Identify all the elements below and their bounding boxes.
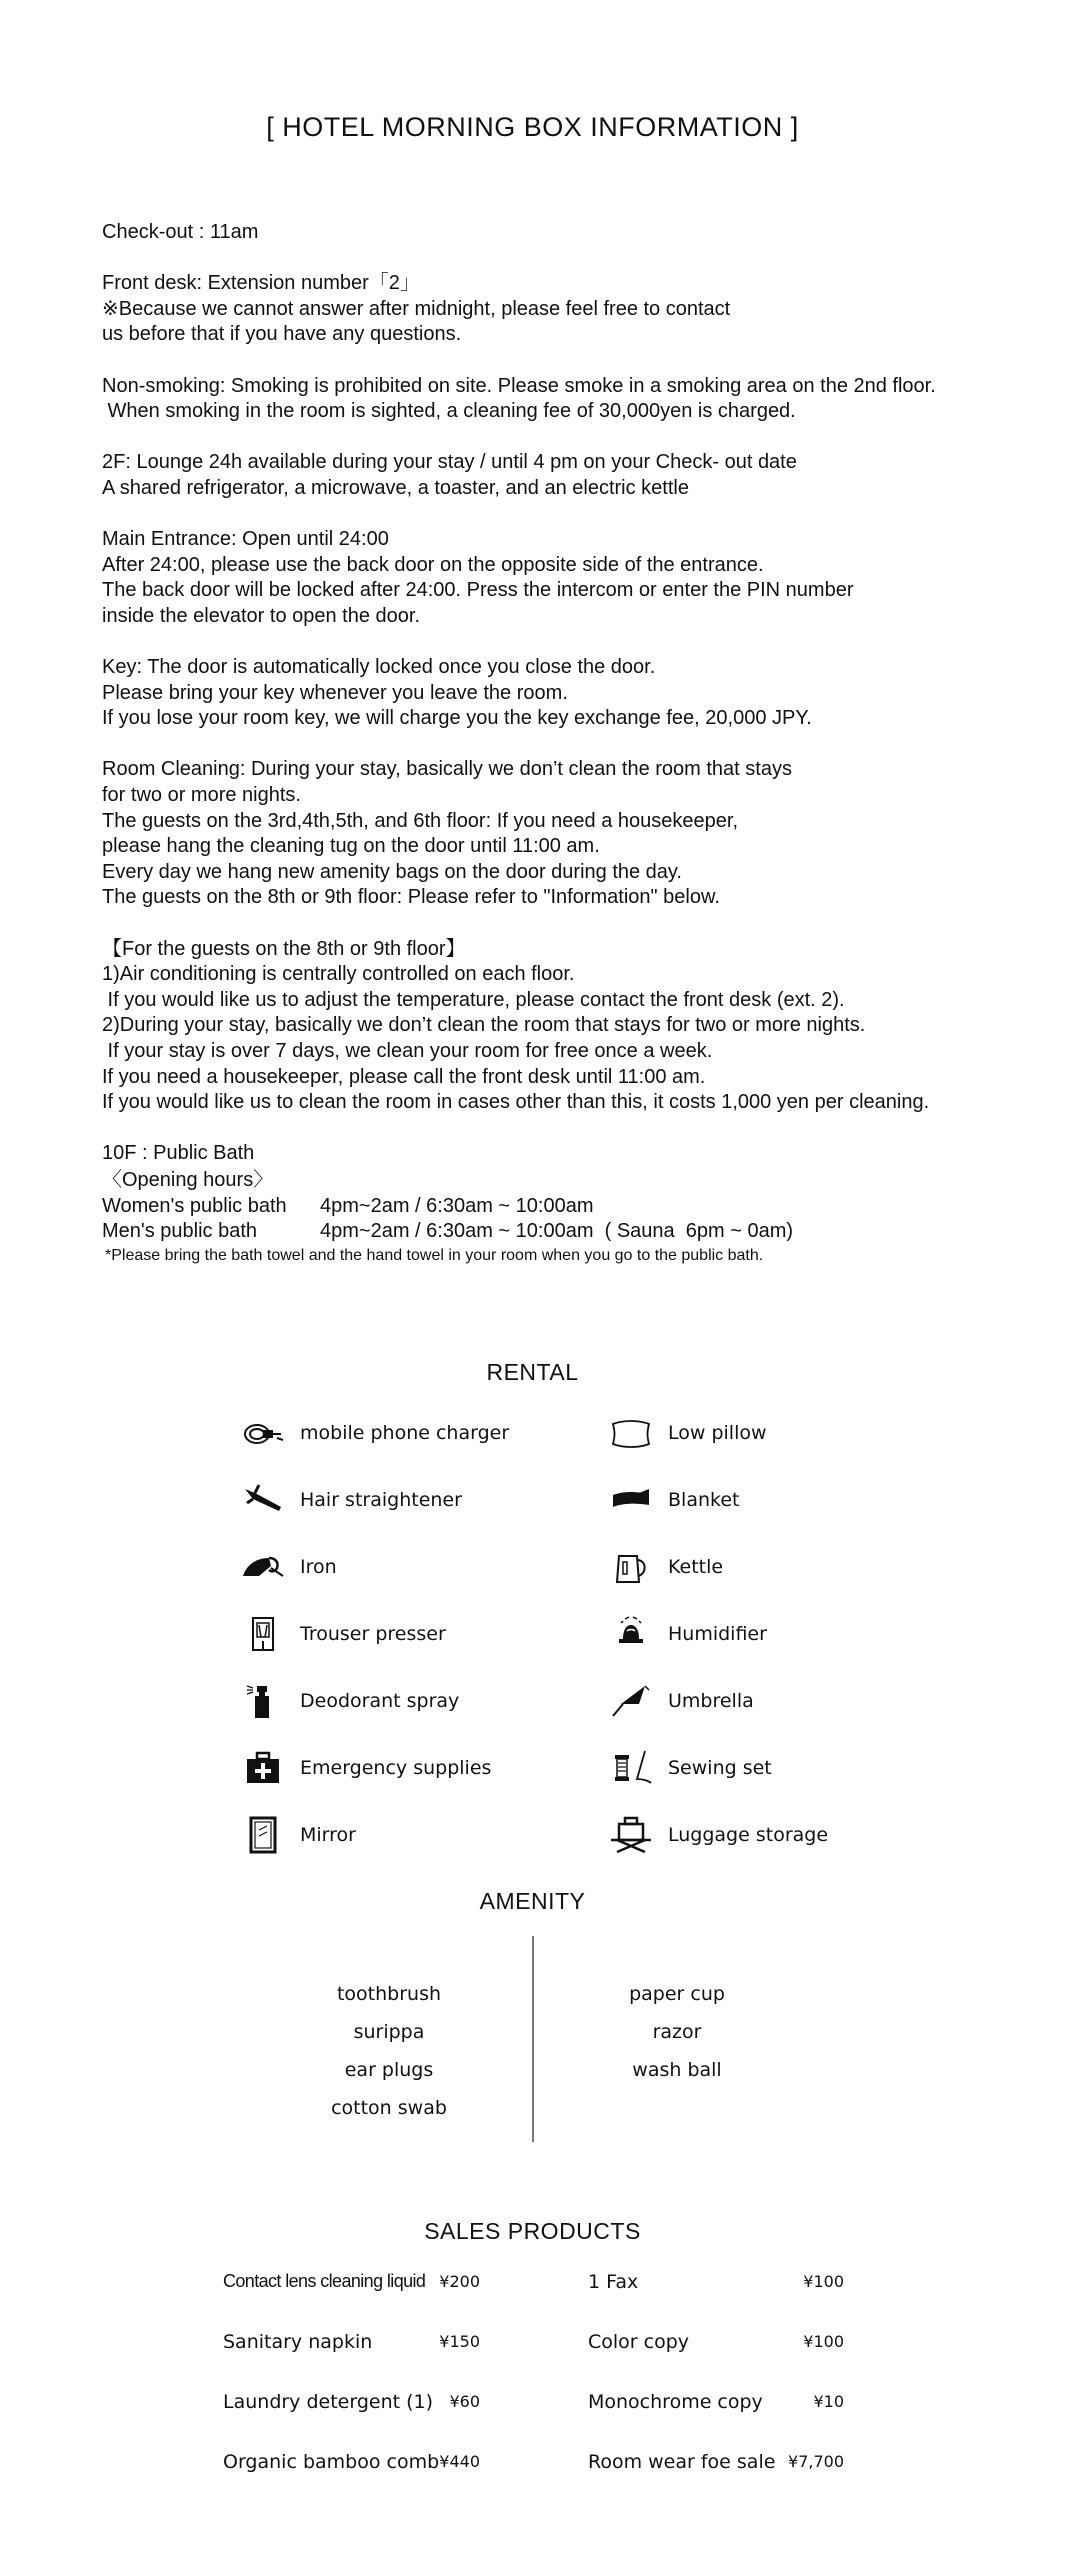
sale-item-price: ¥440 bbox=[439, 2452, 480, 2471]
rental-item bbox=[240, 1748, 491, 1788]
humidifier-icon bbox=[608, 1614, 654, 1654]
rental-label: Sewing set bbox=[668, 1757, 772, 1779]
upper-floors-block bbox=[102, 937, 1002, 1116]
sale-item-name: Contact lens cleaning liquid bbox=[223, 2271, 426, 2291]
hair-straightener-icon bbox=[240, 1480, 286, 1520]
sale-item-name: Monochrome copy bbox=[588, 2391, 763, 2413]
rental-label: Umbrella bbox=[668, 1690, 754, 1712]
sale-item-name: Laundry detergent (1) bbox=[223, 2391, 434, 2413]
umbrella-icon bbox=[608, 1681, 654, 1721]
front-desk-block bbox=[102, 271, 1002, 348]
rental-label: Kettle bbox=[668, 1556, 724, 1578]
rental-label: Iron bbox=[300, 1556, 337, 1578]
info-line: Front desk: Extension number「2」 bbox=[102, 272, 420, 295]
info-line: us before that if you have any questions. bbox=[102, 323, 462, 346]
rental-item bbox=[608, 1681, 754, 1721]
rental-item bbox=[240, 1547, 337, 1587]
rental-label: mobile phone charger bbox=[300, 1422, 510, 1444]
rental-item bbox=[240, 1480, 462, 1520]
rental-item bbox=[608, 1413, 767, 1453]
luggage-icon bbox=[608, 1815, 654, 1855]
info-line: If you need a housekeeper, please call the front desk until 11:00 am. bbox=[102, 1065, 706, 1088]
sale-item-price: ¥150 bbox=[439, 2332, 480, 2351]
amenity-left-list bbox=[259, 1975, 519, 2127]
sale-item-price: ¥7,700 bbox=[788, 2452, 844, 2471]
amenity-item: wash ball bbox=[632, 2059, 722, 2081]
info-line: Every day we hang new amenity bags on the door during the day. bbox=[102, 860, 682, 883]
checkout-block bbox=[102, 220, 1002, 246]
rental-label: Hair straightener bbox=[300, 1489, 462, 1511]
info-line: inside the elevator to open the door. bbox=[102, 604, 421, 627]
info-line: 2F: Lounge 24h available during your stay / until 4 pm on your Check- out date bbox=[102, 451, 797, 474]
rental-item bbox=[608, 1748, 772, 1788]
sale-item-price: ¥10 bbox=[813, 2392, 844, 2411]
amenity-item: ear plugs bbox=[344, 2059, 434, 2081]
womens-bath-hours: 4pm~2am / 6:30am ~ 10:00am bbox=[320, 1194, 594, 1217]
info-line: ※Because we cannot answer after midnight, please feel free to contact bbox=[102, 297, 731, 320]
amenity-item: paper cup bbox=[629, 1983, 725, 2005]
sale-item-name: Sanitary napkin bbox=[223, 2331, 373, 2353]
non-smoking-block bbox=[102, 374, 1002, 425]
sale-item-name: Room wear foe sale bbox=[588, 2451, 776, 2473]
amenity-item: cotton swab bbox=[331, 2097, 447, 2119]
rental-heading: RENTAL bbox=[486, 1359, 579, 1385]
info-section bbox=[102, 220, 1002, 1267]
first-aid-kit-icon bbox=[240, 1748, 286, 1788]
amenity-right-list bbox=[547, 1975, 807, 2089]
mens-bath-row bbox=[102, 1219, 1002, 1245]
kettle-icon bbox=[608, 1547, 654, 1587]
info-line: The back door will be locked after 24:00. Press the intercom or enter the PIN number bbox=[102, 579, 854, 602]
info-line: A shared refrigerator, a microwave, a toaster, and an electric kettle bbox=[102, 476, 689, 499]
sale-item-name: Color copy bbox=[588, 2331, 690, 2353]
rental-item bbox=[240, 1413, 509, 1453]
womens-bath-label: Women's public bath bbox=[102, 1194, 287, 1217]
sale-item-price: ¥100 bbox=[803, 2332, 844, 2351]
info-line: for two or more nights. bbox=[102, 784, 301, 807]
cleaning-block bbox=[102, 757, 1002, 911]
rental-item bbox=[608, 1547, 723, 1587]
blanket-icon bbox=[608, 1480, 654, 1520]
rental-item bbox=[240, 1681, 459, 1721]
info-line: 2)During your stay, basically we don’t clean the room that stays for two or more nights. bbox=[102, 1014, 866, 1037]
page-title: [ HOTEL MORNING BOX INFORMATION ] bbox=[266, 112, 799, 142]
sewing-set-icon bbox=[608, 1748, 654, 1788]
rental-item bbox=[608, 1815, 828, 1855]
amenity-item: toothbrush bbox=[336, 1983, 442, 2005]
sale-item-price: ¥60 bbox=[449, 2392, 480, 2411]
trouser-presser-icon bbox=[240, 1614, 286, 1654]
info-line: If you would like us to adjust the temperature, please contact the front desk (ext. 2). bbox=[102, 988, 845, 1011]
opening-hours-label: 〈Opening hours〉 bbox=[102, 1168, 274, 1191]
rental-label: Mirror bbox=[300, 1824, 356, 1846]
info-line: If your stay is over 7 days, we clean your room for free once a week. bbox=[102, 1040, 713, 1062]
rental-label: Blanket bbox=[668, 1489, 740, 1511]
info-line: If you lose your room key, we will charge you the key exchange fee, 20,000 JPY. bbox=[102, 707, 812, 730]
sale-item-name: 1 Fax bbox=[588, 2271, 639, 2293]
pillow-icon bbox=[608, 1413, 654, 1453]
info-line: The guests on the 3rd,4th,5th, and 6th floor: If you need a housekeeper, bbox=[102, 809, 739, 832]
phone-charger-icon bbox=[240, 1413, 286, 1453]
public-bath-block bbox=[102, 1141, 1002, 1266]
info-line: When smoking in the room is sighted, a cleaning fee of 30,000yen is charged. bbox=[102, 400, 796, 423]
sale-item-price: ¥200 bbox=[439, 2272, 480, 2291]
info-line: Room Cleaning: During your stay, basically we don’t clean the room that stays bbox=[102, 758, 792, 781]
info-line: Non-smoking: Smoking is prohibited on site. Please smoke in a smoking area on the 2nd floor. bbox=[102, 374, 936, 397]
sale-item-price: ¥100 bbox=[803, 2272, 844, 2291]
rental-label: Humidifier bbox=[668, 1623, 767, 1645]
lounge-block bbox=[102, 450, 1002, 501]
rental-label: Luggage storage bbox=[668, 1824, 829, 1846]
sales-heading: SALES PRODUCTS bbox=[424, 2218, 641, 2244]
rental-item bbox=[608, 1480, 739, 1520]
info-line: 1)Air conditioning is centrally controlled on each floor. bbox=[102, 963, 575, 986]
amenity-divider bbox=[532, 1936, 534, 2142]
info-line: Main Entrance: Open until 24:00 bbox=[102, 528, 389, 551]
spray-bottle-icon bbox=[240, 1681, 286, 1721]
rental-label: Deodorant spray bbox=[300, 1690, 460, 1712]
entrance-block bbox=[102, 527, 1002, 629]
womens-bath-row bbox=[102, 1194, 1002, 1220]
info-line: If you would like us to clean the room in cases other than this, it costs 1,000 yen per cleaning. bbox=[102, 1091, 930, 1114]
rental-item bbox=[240, 1614, 446, 1654]
checkout-line: Check-out : 11am bbox=[102, 221, 259, 243]
info-line: Please bring your key whenever you leave the room. bbox=[102, 681, 568, 704]
info-line: please hang the cleaning tug on the door until 11:00 am. bbox=[102, 835, 600, 858]
rental-label: Trouser presser bbox=[300, 1623, 446, 1645]
rental-item bbox=[240, 1815, 356, 1855]
amenity-item: surippa bbox=[353, 2021, 425, 2043]
rental-label: Low pillow bbox=[668, 1422, 767, 1444]
mens-bath-label: Men's public bath bbox=[102, 1220, 258, 1243]
info-line: After 24:00, please use the back door on the opposite side of the entrance. bbox=[102, 553, 764, 576]
info-line: 【For the guests on the 8th or 9th floor】 bbox=[102, 937, 466, 960]
rental-label: Emergency supplies bbox=[300, 1757, 492, 1779]
mirror-icon bbox=[240, 1815, 286, 1855]
bath-note: *Please bring the bath towel and the hand towel in your room when you go to the public bath. bbox=[105, 1246, 764, 1264]
rental-item bbox=[608, 1614, 767, 1654]
iron-icon bbox=[240, 1547, 286, 1587]
sale-item-name: Organic bamboo comb bbox=[223, 2451, 440, 2473]
mens-bath-hours: 4pm~2am / 6:30am ~ 10:00am ( Sauna 6pm ~ 0am) bbox=[320, 1220, 794, 1243]
key-block bbox=[102, 655, 1002, 732]
amenity-heading: AMENITY bbox=[479, 1888, 586, 1914]
info-line: Key: The door is automatically locked once you close the door. bbox=[102, 656, 656, 679]
info-line: The guests on the 8th or 9th floor: Please refer to "Information" below. bbox=[102, 886, 720, 909]
amenity-item: razor bbox=[652, 2021, 702, 2043]
bath-title: 10F : Public Bath bbox=[102, 1142, 255, 1165]
